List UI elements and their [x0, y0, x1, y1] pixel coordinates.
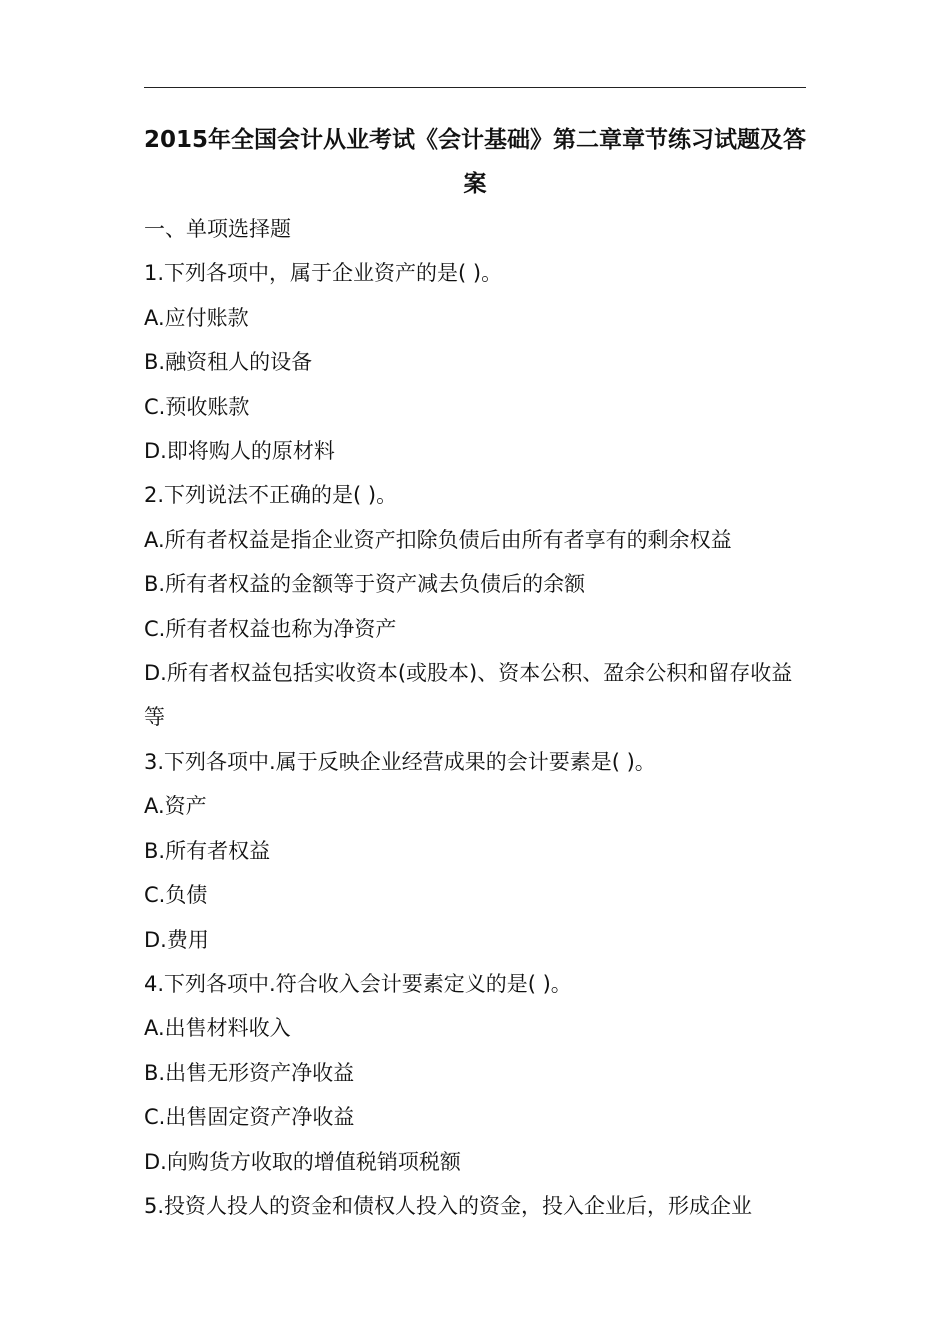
question-3-option-a: A.资产: [144, 794, 207, 819]
question-2-stem: 2.下列说法不正确的是( )。: [144, 483, 398, 508]
question-2-option-a: A.所有者权益是指企业资产扣除负债后由所有者享有的剩余权益: [144, 527, 732, 552]
header-rule: [144, 87, 806, 88]
document-body: [144, 207, 806, 1228]
question-3-stem: 3.下列各项中.属于反映企业经营成果的会计要素是( )。: [144, 749, 656, 774]
question-3-option-c: C.负债: [144, 883, 208, 908]
question-5-stem: 5.投资人投人的资金和债权人投入的资金，投入企业后，形成企业: [144, 1193, 753, 1218]
question-1-option-c: C.预收账款: [144, 394, 250, 419]
question-2-option-b: B.所有者权益的金额等于资产减去负债后的余额: [144, 572, 586, 597]
section-heading: 一、单项选择题: [144, 217, 291, 241]
question-4-option-d: D.向购货方收取的增值税销项税额: [144, 1149, 461, 1174]
question-1-option-a: A.应付账款: [144, 305, 249, 330]
question-1-option-d: D.即将购人的原材料: [144, 439, 335, 464]
question-2-option-c: C.所有者权益也称为净资产: [144, 616, 397, 641]
question-4-option-a: A.出售材料收入: [144, 1016, 291, 1041]
question-2-option-d: D.所有者权益包括实收资本(或股本)、资本公积、盈余公积和留存收益等: [144, 661, 793, 730]
question-3-option-b: B.所有者权益: [144, 838, 271, 863]
question-1-stem: 1.下列各项中，属于企业资产的是( )。: [144, 261, 503, 286]
question-4-stem: 4.下列各项中.符合收入会计要素定义的是( )。: [144, 971, 572, 996]
question-4-option-c: C.出售固定资产净收益: [144, 1105, 355, 1130]
document-title: 2015年全国会计从业考试《会计基础》第二章章节练习试题及答案: [144, 127, 807, 197]
question-1-option-b: B.融资租人的设备: [144, 350, 313, 375]
question-3-option-d: D.费用: [144, 927, 209, 952]
question-4-option-b: B.出售无形资产净收益: [144, 1060, 355, 1085]
